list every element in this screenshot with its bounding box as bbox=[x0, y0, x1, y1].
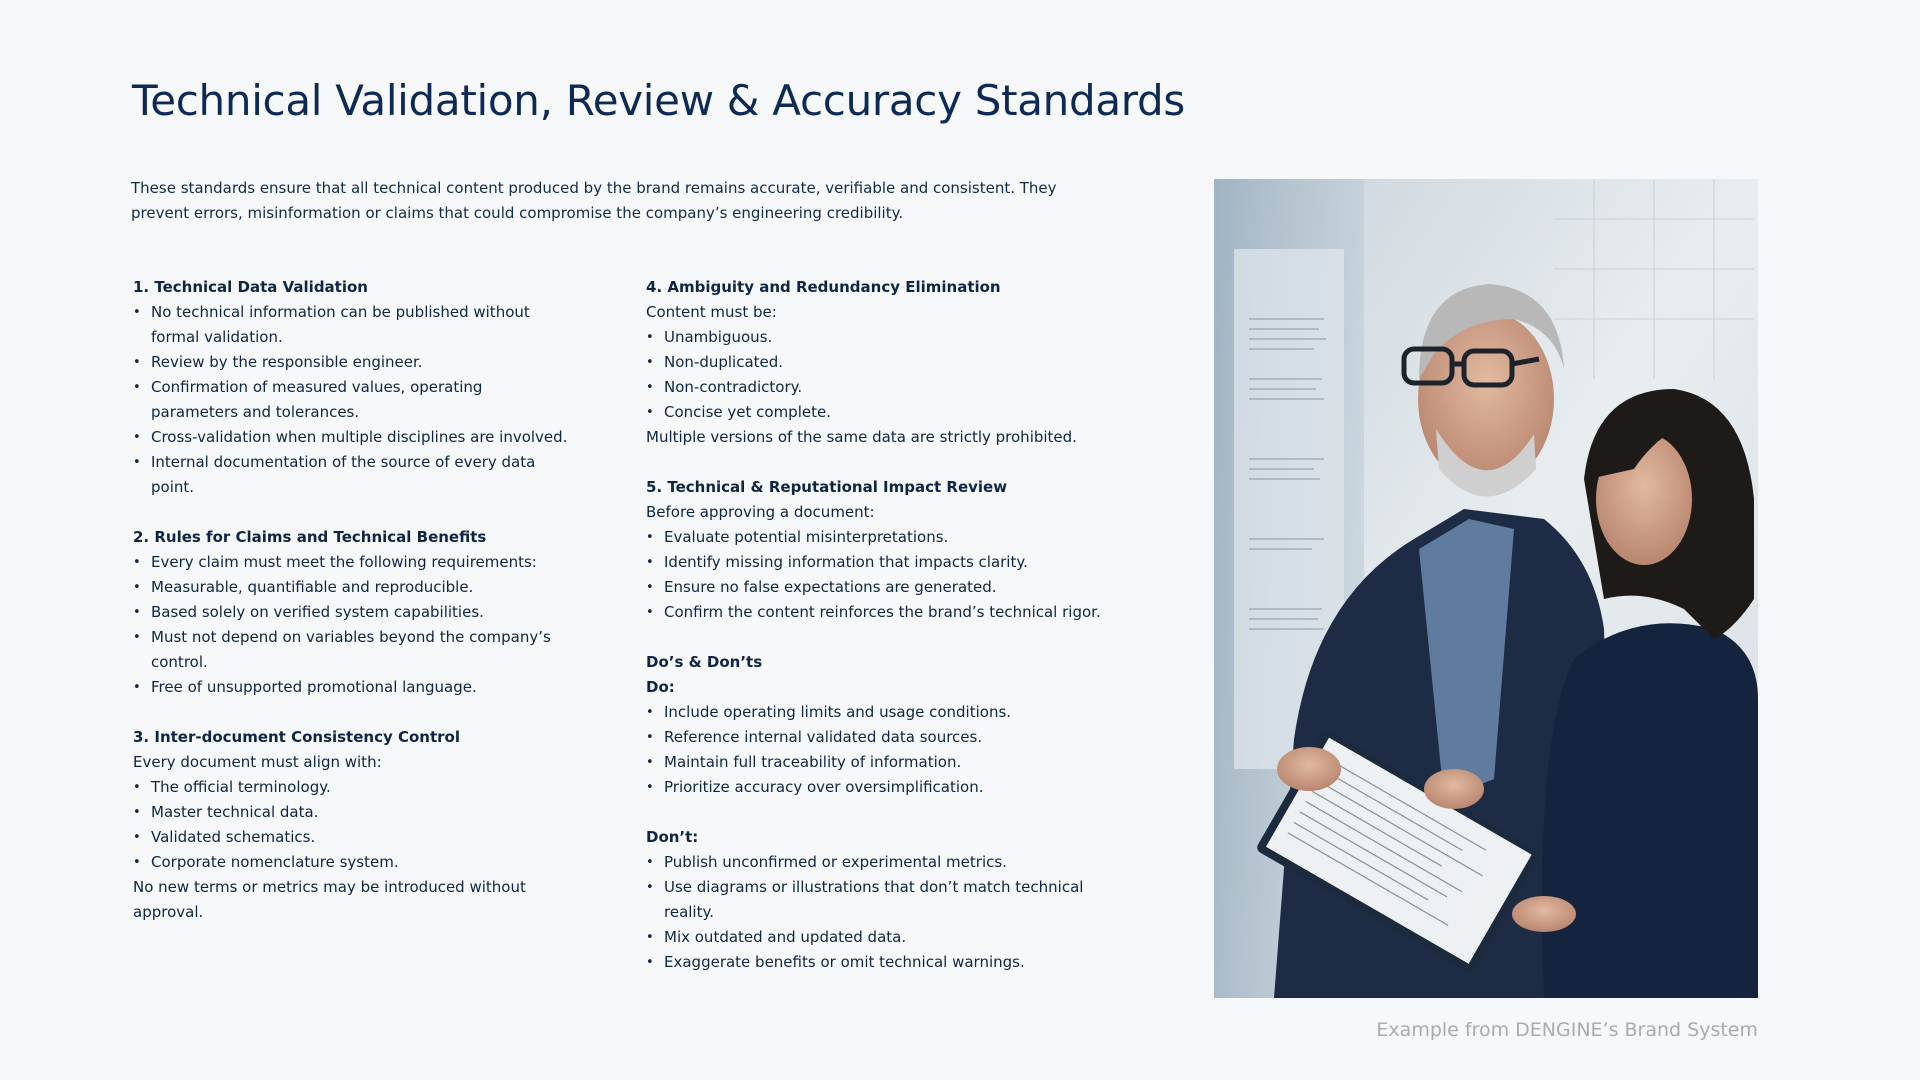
list-item: • Review by the responsible engineer. bbox=[133, 350, 573, 375]
page-title: Technical Validation, Review & Accuracy Standards bbox=[132, 76, 1185, 125]
section-heading: 1. Technical Data Validation bbox=[133, 278, 368, 296]
section-tail: Multiple versions of the same data are strictly prohibited. bbox=[646, 428, 1077, 446]
list-item: • Free of unsupported promotional language. bbox=[133, 675, 573, 700]
engineers-reviewing-document-photo bbox=[1214, 179, 1758, 998]
bullet-list bbox=[646, 325, 1106, 425]
list-item: • Must not depend on variables beyond the company’s control. bbox=[133, 625, 573, 675]
list-item: • Based solely on verified system capabilities. bbox=[133, 600, 573, 625]
list-item: • Identify missing information that impacts clarity. bbox=[646, 550, 1106, 575]
bullet-list bbox=[133, 300, 573, 500]
bullet-list bbox=[133, 550, 573, 700]
bullet-list bbox=[133, 775, 573, 875]
list-item: • Ensure no false expectations are generated. bbox=[646, 575, 1106, 600]
list-item: • Maintain full traceability of information. bbox=[646, 750, 1106, 775]
intro-paragraph: These standards ensure that all technical content produced by the brand remains accurate, verifiable and consistent. They prevent errors, misinformation or claims that could compromise the company’s engineering credibility. bbox=[131, 179, 1057, 222]
section-heading: 3. Inter-document Consistency Control bbox=[133, 728, 460, 746]
list-item: • Evaluate potential misinterpretations. bbox=[646, 525, 1106, 550]
section-heading: Do’s & Don’ts bbox=[646, 653, 763, 671]
section-heading: 4. Ambiguity and Redundancy Elimination bbox=[646, 278, 1001, 296]
section-tail: No new terms or metrics may be introduced without approval. bbox=[133, 878, 526, 921]
list-item: • Include operating limits and usage conditions. bbox=[646, 700, 1106, 725]
list-item: • Unambiguous. bbox=[646, 325, 1106, 350]
right-column bbox=[646, 275, 1106, 1000]
section-claims-rules bbox=[133, 525, 573, 700]
image-caption: Example from DENGINE’s Brand System bbox=[1376, 1019, 1758, 1041]
list-item: • Cross-validation when multiple disciplines are involved. bbox=[133, 425, 573, 450]
list-item: • Confirm the content reinforces the brand’s technical rigor. bbox=[646, 600, 1106, 625]
list-item: • Non-contradictory. bbox=[646, 375, 1106, 400]
section-ambiguity-elimination bbox=[646, 275, 1106, 450]
list-item: • Every claim must meet the following requirements: bbox=[133, 550, 573, 575]
section-lead: Every document must align with: bbox=[133, 753, 382, 771]
do-label: Do: bbox=[646, 678, 675, 696]
left-column bbox=[133, 275, 573, 950]
list-item: • Exaggerate benefits or omit technical warnings. bbox=[646, 950, 1106, 975]
list-item: • Measurable, quantifiable and reproducible. bbox=[133, 575, 573, 600]
do-list bbox=[646, 700, 1106, 800]
list-item: • Reference internal validated data sources. bbox=[646, 725, 1106, 750]
section-dos-donts bbox=[646, 650, 1106, 975]
list-item: • The official terminology. bbox=[133, 775, 573, 800]
list-item: • Use diagrams or illustrations that don’t match technical reality. bbox=[646, 875, 1106, 925]
dont-label: Don’t: bbox=[646, 828, 699, 846]
section-heading: 5. Technical & Reputational Impact Review bbox=[646, 478, 1008, 496]
list-item: • Internal documentation of the source of every data point. bbox=[133, 450, 573, 500]
list-item: • Non-duplicated. bbox=[646, 350, 1106, 375]
section-consistency-control bbox=[133, 725, 573, 925]
list-item: • Master technical data. bbox=[133, 800, 573, 825]
list-item: • Concise yet complete. bbox=[646, 400, 1106, 425]
section-lead: Before approving a document: bbox=[646, 503, 875, 521]
list-item: • Prioritize accuracy over oversimplification. bbox=[646, 775, 1106, 800]
section-heading: 2. Rules for Claims and Technical Benefits bbox=[133, 528, 487, 546]
list-item: • No technical information can be published without formal validation. bbox=[133, 300, 573, 350]
list-item: • Confirmation of measured values, operating parameters and tolerances. bbox=[133, 375, 573, 425]
dont-list bbox=[646, 850, 1106, 975]
list-item: • Mix outdated and updated data. bbox=[646, 925, 1106, 950]
section-lead: Content must be: bbox=[646, 303, 777, 321]
bullet-list bbox=[646, 525, 1106, 625]
list-item: • Corporate nomenclature system. bbox=[133, 850, 573, 875]
section-technical-data-validation bbox=[133, 275, 573, 500]
list-item: • Validated schematics. bbox=[133, 825, 573, 850]
list-item: • Publish unconfirmed or experimental metrics. bbox=[646, 850, 1106, 875]
section-impact-review bbox=[646, 475, 1106, 625]
